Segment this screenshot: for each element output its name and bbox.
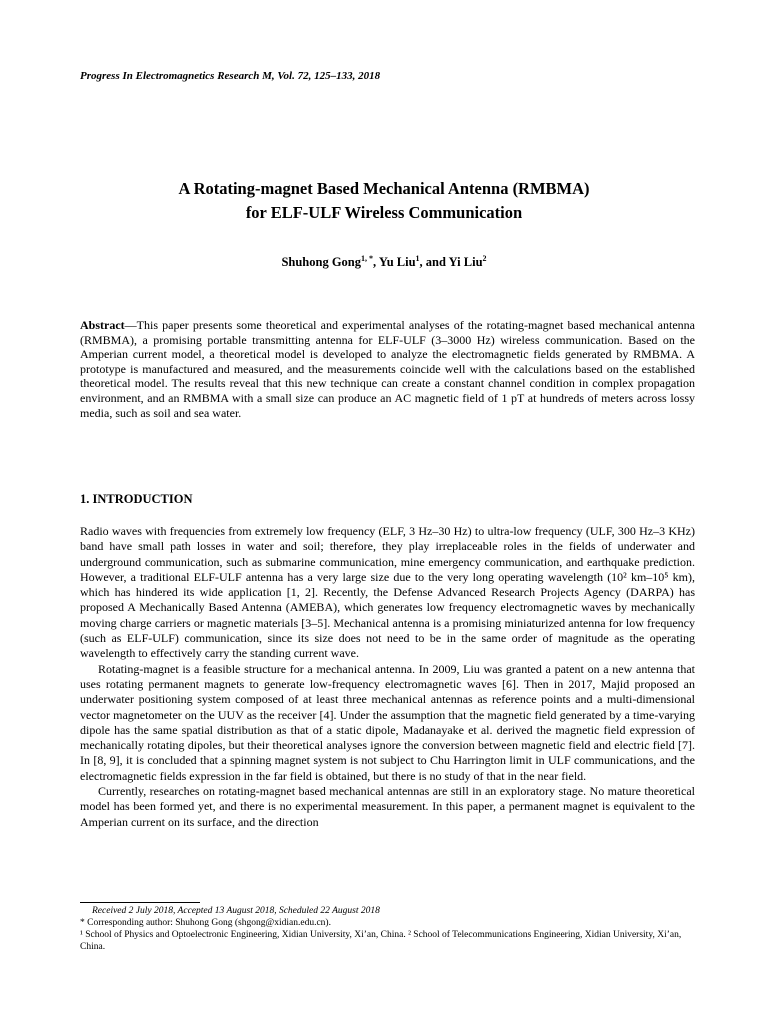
author-affiliation-mark: 2 — [482, 254, 487, 263]
author-affiliation-mark: 1 — [415, 254, 420, 263]
paper-title — [0, 177, 768, 225]
corresponding-author: * Corresponding author: Shuhong Gong (shgong@xidian.edu.cn). — [80, 918, 331, 928]
author-name: Yu Liu — [378, 255, 416, 270]
author-name: Yi Liu — [448, 255, 483, 270]
received-dates: Received 2 July 2018, Accepted 13 August 2018, Scheduled 22 August 2018 — [92, 906, 380, 916]
author-name: Shuhong Gong — [281, 255, 362, 270]
abstract-text: —This paper presents some theoretical and experimental analyses of the rotating-magnet based mechanical antenna (RMBMA), a promising portable transmitting antenna for ELF-ULF (3–3000 Hz) wireless communication. Based on the Amperian current model, a theoretical model is developed to analyze the electromagnetic fields generated by RMBMA. A prototype is manufactured and measured, and the measurements coincide well with the calculations based on the established theoretical model. The results reveal that this new technique can create a constant channel condition in complex propagation environment, and an RMBMA with a small size can produce an AC magnetic field of 1 pT at hundreds of meters across lossy media, such as soil and sea water. — [80, 318, 695, 420]
title-line-2: for ELF-ULF Wireless Communication — [245, 203, 523, 222]
paragraph: Currently, researches on rotating-magnet based mechanical antennas are still in an exploratory stage. No mature theoretical model has been formed yet, and there is no experimental measurement. In this paper, a permanent magnet is equivalent to the Amperian current on its surface, and the direction — [80, 784, 695, 829]
author-separator: , and — [419, 255, 449, 270]
abstract-label: Abstract — [80, 318, 125, 332]
body-text — [80, 524, 695, 830]
title-line-1: A Rotating-magnet Based Mechanical Antenna (RMBMA) — [178, 179, 590, 198]
paragraph: Radio waves with frequencies from extremely low frequency (ELF, 3 Hz–30 Hz) to ultra-low frequency (ULF, 300 Hz–3 KHz) band have small path losses in water and soil; therefore, they play irreplaceable roles in the fields of underwater and underground communication, such as submarine communication, mine emergency communication, and earthquake prediction. However, a traditional ELF-ULF antenna has a very large size due to the very long operating wavelength (10² km–10⁵ km), which has hindered its wide application [1, 2]. Recently, the Defense Advanced Research Projects Agency (DARPA) has proposed A Mechanically Based Antenna (AMEBA), which generates low frequency electromagnetic waves by mechanically moving charge carriers or magnetic materials [3–5]. Mechanical antenna is a promising miniaturized antenna for low frequency (such as ELF-ULF) communication, since its size does not need to be in the same order of magnitude as the operating wavelength to effectively carry the standing current wave. — [80, 524, 695, 661]
footnotes — [80, 902, 695, 953]
author-separator: , — [373, 255, 379, 270]
paragraph: Rotating-magnet is a feasible structure for a mechanical antenna. In 2009, Liu was granted a patent on a new antenna that uses rotating permanent magnets to generate low-frequency electromagnetic waves [6]. Then in 2017, Majid proposed an underwater positioning system composed of at least three mechanical antennas as reference points and a multi-dimensional vector magnetometer on the UUV as the receiver [4]. Under the assumption that the magnetic field generated by a time-varying dipole has the same spatial distribution as that of a static dipole, Madanayake et al. derived the magnetic field expression of mechanically rotating dipoles, but their theoretical analyses ignore the conversion between magnetic field and electric field [7]. In [8, 9], it is concluded that a spinning magnet system is not subject to Chu Harrington limit in ULF communications, and the electromagnetic fields expression in the far field is obtained, but there is no study of that in the near field. — [80, 661, 695, 783]
affiliations: ¹ School of Physics and Optoelectronic Engineering, Xidian University, Xi’an, China. ² School of Telecommunications Engineering, Xidian University, Xi’an, China. — [80, 930, 682, 952]
section-heading: 1. INTRODUCTION — [80, 492, 193, 506]
journal-citation: Progress In Electromagnetics Research M, Vol. 72, 125–133, 2018 — [80, 70, 381, 82]
author-affiliation-mark: 1, * — [361, 254, 374, 263]
author-list — [0, 254, 768, 270]
abstract — [80, 318, 695, 420]
